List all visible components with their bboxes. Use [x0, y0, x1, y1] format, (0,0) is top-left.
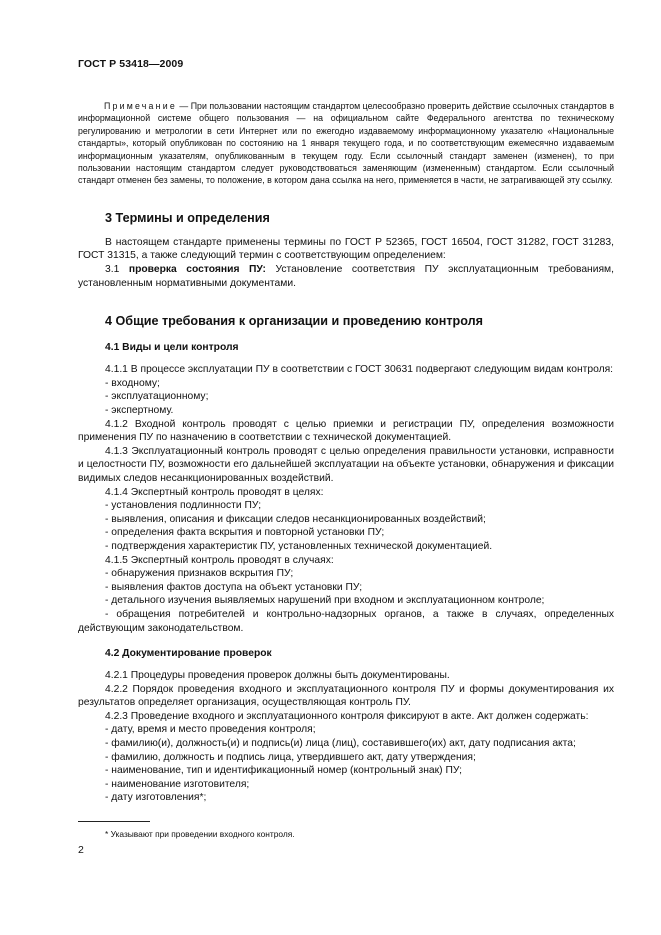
paragraph-4-1-3: 4.1.3 Эксплуатационный контроль проводят с целью определения правильности установки, исправности и целостности ПУ, возможности его дальнейшей эксплуатации на объекте установки, обнаружения и фиксации видимых следов несанкционированных воздействий.: [78, 445, 614, 484]
list-item: - обнаружения признаков вскрытия ПУ;: [105, 568, 294, 580]
list-item: - определения факта вскрытия и повторной установки ПУ;: [105, 527, 385, 539]
page-content: [78, 100, 614, 805]
list-item: - выявления фактов доступа на объект установки ПУ;: [105, 581, 363, 593]
footnote-divider: [78, 821, 150, 822]
paragraph-4-2-1: 4.2.1 Процедуры проведения проверок должны быть документированы.: [105, 670, 450, 682]
list-item: - дату, время и место проведения контроля;: [105, 724, 316, 736]
list-item: - фамилию, должность и подпись лица, утвердившего акт, дату утверждения;: [105, 751, 476, 763]
note-paragraph: [78, 100, 614, 187]
list-item: - входному;: [105, 377, 160, 389]
footnote: * Указывают при проведении входного контроля.: [105, 829, 295, 839]
term-name: проверка состояния ПУ:: [128, 264, 266, 276]
section-3-title: 3 Термины и определения: [105, 210, 270, 225]
list-item: - обращения потребителей и контрольно-надзорных органов, а также в случаях, определенных действующим законодательством.: [78, 608, 614, 634]
section-3-intro: В настоящем стандарте применены термины по ГОСТ Р 52365, ГОСТ 16504, ГОСТ 31282, ГОСТ 31283, ГОСТ 31315, а также следующий термин с соответствующим определением:: [78, 236, 614, 262]
paragraph-4-1-1: 4.1.1 В процессе эксплуатации ПУ в соответствии с ГОСТ 30631 подвергают следующим видам контроля:: [105, 364, 614, 376]
list-item: - наименование, тип и идентификационный номер (контрольный знак) ПУ;: [105, 765, 463, 777]
document-header: ГОСТ Р 53418—2009: [78, 58, 184, 70]
paragraph-4-1-4: 4.1.4 Экспертный контроль проводят в целях:: [105, 486, 324, 498]
list-item: - установления подлинности ПУ;: [105, 500, 262, 512]
term-3-1: [78, 263, 614, 290]
list-item: - фамилию(и), должность(и) и подпись(и) лица (лиц), составившего(их) акт, дату подписания акта;: [105, 738, 576, 750]
subsection-4-1-title: 4.1 Виды и цели контроля: [105, 342, 239, 354]
term-definition: Установление соответствия ПУ эксплуатационным требованиям, установленным нормативными документами.: [78, 264, 614, 289]
list-4-1-4: [78, 499, 614, 553]
list-item: - выявления, описания и фиксации следов несанкционированных воздействий;: [105, 513, 486, 525]
list-item: - подтверждения характеристик ПУ, установленных технической документацией.: [105, 540, 493, 552]
page-number: 2: [78, 844, 84, 856]
list-4-1-5: [78, 567, 614, 635]
list-4-1-1: [78, 377, 614, 418]
note-text: — При пользовании настоящим стандартом целесообразно проверить действие ссылочных стандартов в информационной системе общего пользования — на официальном сайте Федерального агентства по техническому регулированию и метрологии в сети Интернет или по ежегодно издаваемому информационному указателю «Национальные стандарты», который опубликован по состоянию на 1 января текущего года, и по соответствующим ежемесячно издаваемым информационным указателям, опубликованным в текущем году. Если ссылочный стандарт заменен (изменен), то при пользовании настоящим стандартом следует руководствоваться заменяющим (измененным) стандартом. Если ссылочный стандарт отменен без замены, то положение, в котором дана ссылка на него, применяется в части, не затрагивающей эту ссылку.: [78, 101, 614, 186]
list-item: - детального изучения выявляемых нарушений при входном и эксплуатационном контроле;: [105, 595, 545, 607]
paragraph-4-2-2: 4.2.2 Порядок проведения входного и эксплуатационного контроля ПУ и формы документирования их результатов определяет организация, осуществляющая контроль ПУ.: [78, 683, 614, 709]
term-number: 3.1: [105, 264, 129, 276]
list-item: - дату изготовления*;: [105, 792, 207, 804]
list-item: - эксплуатационному;: [105, 391, 209, 403]
list-item: - наименование изготовителя;: [105, 778, 250, 790]
paragraph-4-1-5: 4.1.5 Экспертный контроль проводят в случаях:: [105, 554, 334, 566]
note-label: Примечание: [104, 101, 177, 111]
list-item: - экспертному.: [105, 405, 174, 416]
paragraph-4-2-3: 4.2.3 Проведение входного и эксплуатационного контроля фиксируют в акте. Акт должен содержать:: [105, 710, 589, 722]
list-4-2-3: [78, 723, 614, 805]
section-4-title: 4 Общие требования к организации и проведению контроля: [105, 314, 483, 329]
paragraph-4-1-2: 4.1.2 Входной контроль проводят с целью приемки и регистрации ПУ, определения возможности применения ПУ по назначению в соответствии с технической документацией.: [78, 418, 614, 444]
subsection-4-2-title: 4.2 Документирование проверок: [105, 648, 272, 660]
